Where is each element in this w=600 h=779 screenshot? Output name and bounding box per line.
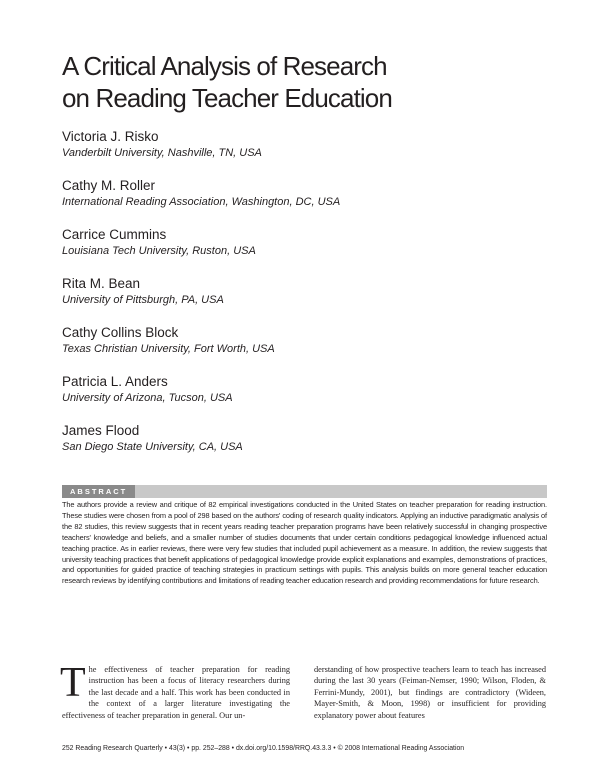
author-affiliation: Vanderbilt University, Nashville, TN, USA (62, 147, 262, 159)
footer-copyright: © 2008 International Reading Association (337, 745, 465, 752)
abstract-label: ABSTRACT (62, 485, 135, 498)
title-line-1: A Critical Analysis of Research (62, 51, 387, 81)
author-name: Victoria J. Risko (62, 129, 159, 144)
footer-doi: dx.doi.org/10.1598/RRQ.43.3.3 (235, 745, 332, 752)
page-footer (62, 744, 548, 754)
body-column-right: derstanding of how prospective teachers learn to teach has increased during the last 30 years (Feiman-Nemser, 1990; Wilson, Floden, & Ferrini-Mundy, 2001), but findings are contradictory (Wideen, Mayer-Smith, & Moon, 1998) or insufficient for providing explanatory power about features (314, 665, 546, 720)
author-name: Patricia L. Anders (62, 374, 168, 389)
footer-separator: • (164, 745, 168, 752)
footer-page-number: 252 (62, 745, 74, 752)
body-column-left (60, 660, 290, 721)
body-text-left: he effectiveness of teacher preparation for reading instruction has been a focus of literacy researchers during the last decade and a half. This work has been conducted in the context of a larger literature investigating the effectiveness of teacher preparation in general. Our un- (62, 665, 290, 720)
abstract-header-bar (62, 485, 547, 498)
author-name: Rita M. Bean (62, 276, 141, 291)
author-entry (62, 226, 482, 275)
author-entry (62, 373, 482, 422)
author-entry (62, 177, 482, 226)
author-entry (62, 128, 482, 177)
footer-separator: • (187, 745, 190, 752)
footer-separator: • (333, 745, 336, 752)
author-affiliation: International Reading Association, Washington, DC, USA (62, 196, 341, 208)
footer-volume: 43(3) (169, 745, 186, 752)
title-line-2: on Reading Teacher Education (62, 83, 392, 113)
author-entry (62, 275, 482, 324)
author-affiliation: Texas Christian University, Fort Worth, USA (62, 343, 275, 355)
footer-pages: pp. 252–288 (191, 745, 230, 752)
author-name: Carrice Cummins (62, 227, 167, 242)
author-affiliation: University of Arizona, Tucson, USA (62, 392, 233, 404)
author-affiliation: San Diego State University, CA, USA (62, 441, 243, 453)
abstract-text: The authors provide a review and critique of 82 empirical investigations conducted in the United States on teacher preparation for reading instruction. These studies were chosen from a pool of 298 based on the authors' coding of research quality indicators. Applying an inductive paradigmatic analysis of the 82 studies, this review suggests that in recent years reading teacher preparation programs have been relatively successful in changing prospective teachers' knowledge and beliefs, and a smaller number of studies documents that under certain conditions pedagogical knowledge influenced actual teaching practice. As in earlier reviews, there were very few studies that included pupil achievement as a measure. In addition, the review suggests that university teaching practices that benefit applications of pedagogical knowledge provide explicit explanations and examples, demonstrations of practices, and opportunities for guided practice of teaching strategies in practicum settings with pupils. This analysis builds on more general teacher education research reviews by identifying contributions and limitations of reading teacher education research and providing recommendations for future research. (62, 500, 547, 586)
author-name: James Flood (62, 423, 140, 438)
footer-journal: Reading Research Quarterly (75, 745, 163, 752)
drop-cap: T (60, 660, 86, 706)
author-name: Cathy Collins Block (62, 325, 179, 340)
author-list (62, 128, 482, 471)
footer-separator: • (231, 745, 235, 752)
author-name: Cathy M. Roller (62, 178, 156, 193)
author-entry (62, 422, 482, 471)
author-affiliation: Louisiana Tech University, Ruston, USA (62, 245, 256, 257)
author-entry (62, 324, 482, 373)
author-affiliation: University of Pittsburgh, PA, USA (62, 294, 224, 306)
article-title (62, 50, 502, 114)
